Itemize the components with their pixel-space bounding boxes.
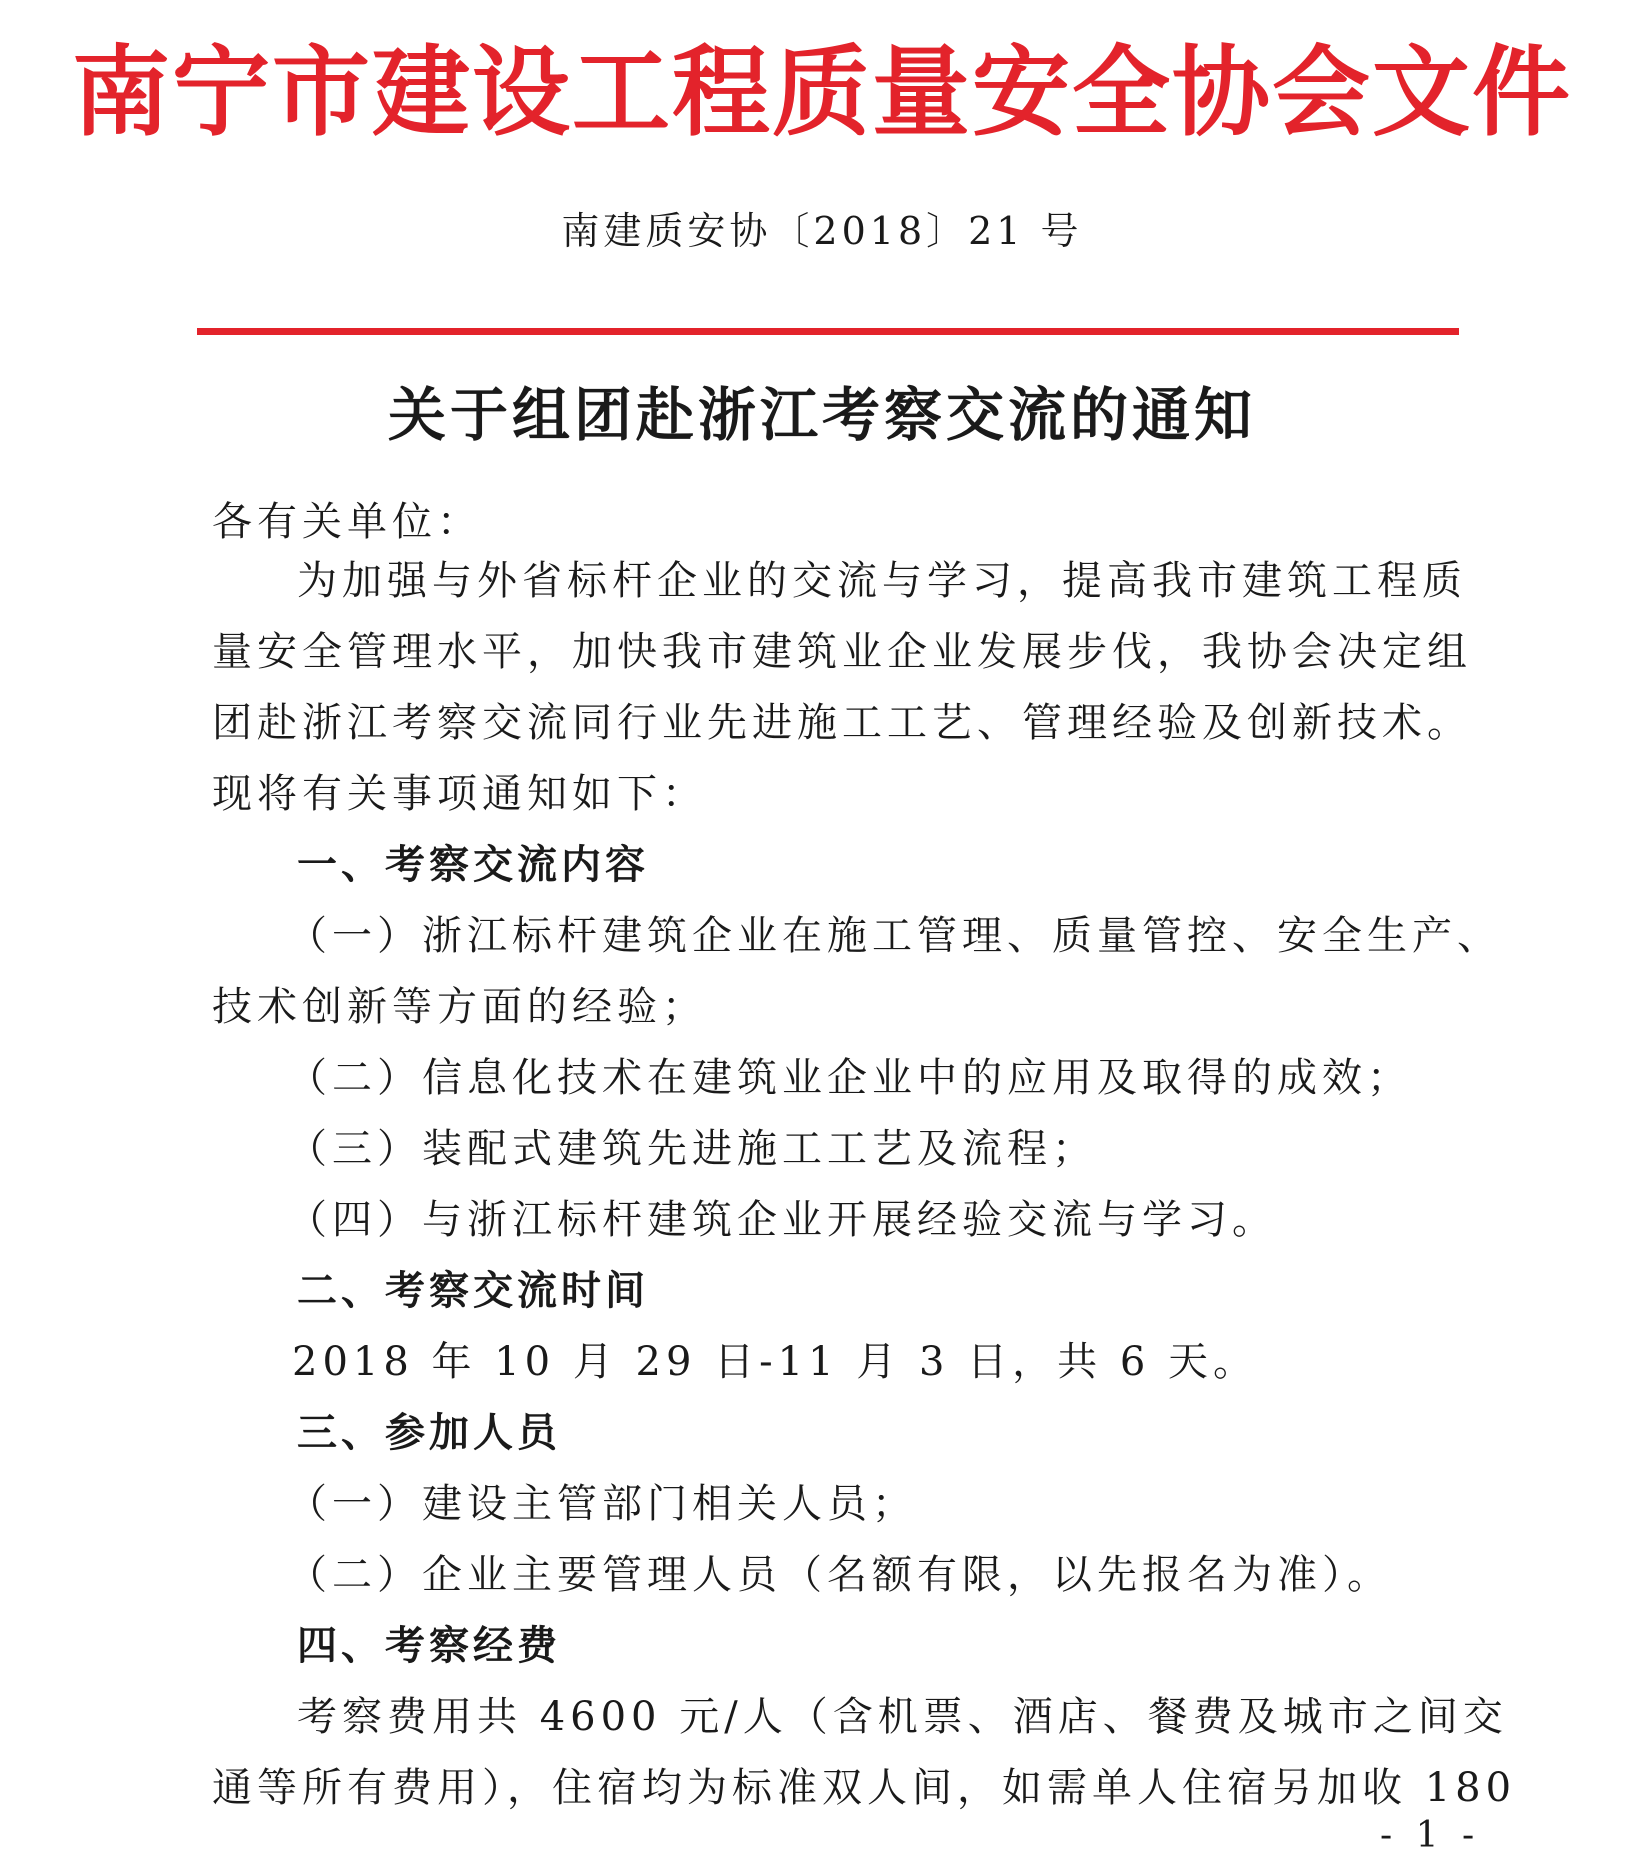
section-1-item-1-line-2: 技术创新等方面的经验； — [212, 984, 707, 1030]
section-1-item-1-line-1: （一）浙江标杆建筑企业在施工管理、质量管控、安全生产、 — [287, 913, 1502, 959]
document-number: 南建质安协〔2018〕21 号 — [561, 209, 1083, 253]
intro-line-4: 现将有关事项通知如下： — [212, 771, 707, 817]
section-2-text: 2018 年 10 月 29 日-11 月 3 日，共 6 天。 — [292, 1339, 1259, 1385]
intro-line-3: 团赴浙江考察交流同行业先进施工工艺、管理经验及创新技术。 — [212, 700, 1472, 746]
section-4-heading: 四、考察经费 — [297, 1622, 561, 1669]
section-1-item-4: （四）与浙江标杆建筑企业开展经验交流与学习。 — [287, 1197, 1277, 1243]
section-1-item-3: （三）装配式建筑先进施工工艺及流程； — [287, 1126, 1097, 1172]
section-2-heading: 二、考察交流时间 — [297, 1267, 649, 1314]
salutation: 各有关单位： — [212, 499, 482, 545]
section-3-item-2: （二）企业主要管理人员（名额有限，以先报名为准）。 — [287, 1552, 1392, 1598]
section-3-item-1: （一）建设主管部门相关人员； — [287, 1481, 917, 1527]
section-4-line-2: 通等所有费用），住宿均为标准双人间，如需单人住宿另加收 180 — [212, 1765, 1517, 1811]
page-number: - 1 - — [1380, 1815, 1481, 1856]
section-3-heading: 三、参加人员 — [297, 1409, 561, 1456]
header-divider-rule — [197, 328, 1459, 335]
section-1-item-2: （二）信息化技术在建筑业企业中的应用及取得的成效； — [287, 1055, 1412, 1101]
notice-title: 关于组团赴浙江考察交流的通知 — [387, 381, 1256, 449]
intro-line-1: 为加强与外省标杆企业的交流与学习，提高我市建筑工程质 — [297, 558, 1467, 604]
organization-header: 南宁市建设工程质量安全协会文件 — [71, 35, 1572, 150]
intro-line-2: 量安全管理水平，加快我市建筑业企业发展步伐，我协会决定组 — [212, 629, 1472, 675]
section-4-line-1: 考察费用共 4600 元/人（含机票、酒店、餐费及城市之间交 — [297, 1694, 1508, 1740]
section-1-heading: 一、考察交流内容 — [297, 841, 649, 888]
